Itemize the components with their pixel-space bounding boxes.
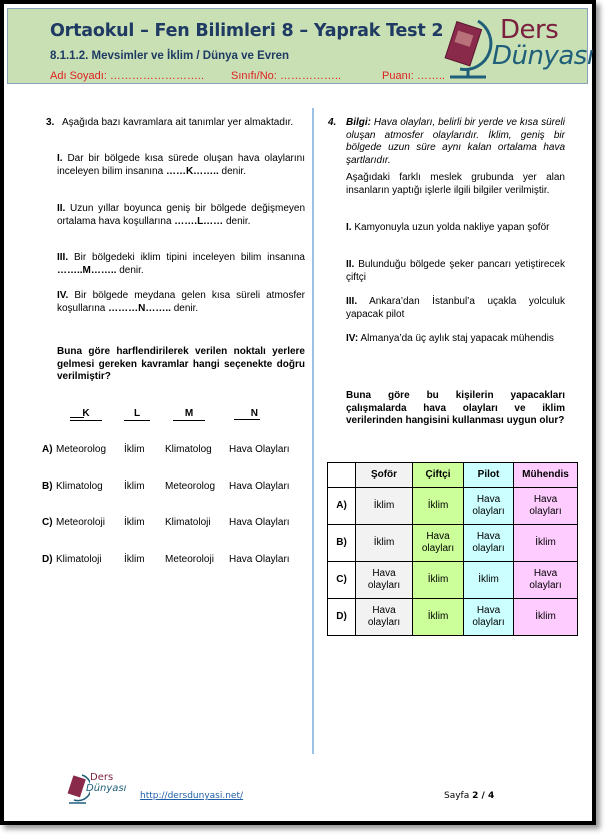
table-cell: İklim <box>413 599 464 636</box>
header-ciftci: Çiftçi <box>413 463 464 488</box>
logo-word-dunyasi: Dünyası <box>492 41 594 71</box>
table-row-b[interactable] <box>328 525 578 562</box>
item-number: IV: <box>346 333 359 344</box>
table-cell: Hava olayları <box>413 525 464 562</box>
option-l: İklim <box>124 444 145 455</box>
table-cell: İklim <box>514 599 578 636</box>
item-text: Bulunduğu bölgede şeker pancarı yetiştirecek çiftçi <box>346 259 565 283</box>
item-text-end: denir. <box>223 215 251 227</box>
ders-dunyasi-logo <box>438 15 594 81</box>
table-cell: İklim <box>356 488 413 525</box>
table-corner <box>328 463 356 488</box>
header-muhendis: Mühendis <box>514 463 578 488</box>
option-k: Klimatoloji <box>56 554 102 565</box>
page-total: 4 <box>487 791 495 801</box>
table-cell: İklim <box>413 562 464 599</box>
item-text-end: denir. <box>116 264 144 276</box>
item-number: I. <box>57 153 63 164</box>
globe-book-icon <box>438 15 498 81</box>
table-cell: Hava olayları <box>356 562 413 599</box>
option-label: D) <box>42 554 53 565</box>
question-number: 4. <box>328 117 337 128</box>
page-prefix: Sayfa <box>444 791 473 801</box>
row-label: D) <box>328 599 356 636</box>
question-prompt: Buna göre harflendirilerek verilen noktalı yerlere gelmesi gereken kavramlar hangi seçenekte doğru verilmiştir? <box>57 346 305 382</box>
logo-word-ders: Ders <box>500 15 559 45</box>
item-number: II. <box>57 203 66 214</box>
page-number <box>444 791 494 801</box>
table-row-c[interactable] <box>328 562 578 599</box>
header-pilot: Pilot <box>464 463 514 488</box>
item-number: I. <box>346 222 352 233</box>
question-intro: Aşağıdaki farklı meslek grubunda yer alan insanların yaptığı işlerle ilgili bilgiler verilmiştir. <box>346 172 565 196</box>
option-n: Hava Olayları <box>229 481 290 492</box>
definition-item <box>57 252 305 277</box>
class-field[interactable]: Sınıfı/No: …………….. <box>231 70 342 82</box>
item-number: IV. <box>57 290 69 301</box>
table-cell: Hava olayları <box>356 599 413 636</box>
info-label: Bilgi: <box>346 117 371 128</box>
table-cell: İklim <box>514 525 578 562</box>
footer-logo-dunyasi: Dünyası <box>86 783 127 794</box>
item-text: Dar bir bölgede kısa sürede oluşan hava olaylarını inceleyen bilim insanına <box>57 153 305 177</box>
footer-logo-ders: Ders <box>90 772 114 783</box>
table-cell: Hava olayları <box>514 562 578 599</box>
page-subtitle: 8.1.1.2. Mevsimler ve İklim / Dünya ve Evren <box>50 50 290 62</box>
item-number: III. <box>346 296 358 307</box>
option-l: İklim <box>124 554 145 565</box>
item-blank: ………N…….. <box>108 302 171 314</box>
table-cell: Hava olayları <box>514 488 578 525</box>
option-n: Hava Olayları <box>229 517 290 528</box>
item-blank: …….L…… <box>174 215 224 227</box>
option-label: C) <box>42 517 53 528</box>
table-row-d[interactable] <box>328 599 578 636</box>
item-text: Almanya’da üç aylık staj yapacak mühendis <box>360 333 554 344</box>
option-m: Klimatoloji <box>165 517 211 528</box>
footer-logo <box>66 772 136 806</box>
option-l: İklim <box>124 517 145 528</box>
table-cell: İklim <box>356 525 413 562</box>
question-prompt: Buna göre bu kişilerin yapacakları çalışmalarda hava olayları ve iklim verilerinden hangisini kullanması uygun olur? <box>346 390 565 426</box>
score-field[interactable]: Puanı: …….. <box>382 70 445 82</box>
question-number: 3. <box>46 117 55 128</box>
item-text: Kamyonuyla uzun yolda nakliye yapan şoför <box>354 222 550 233</box>
column-header-m: M <box>173 408 205 421</box>
profession-item <box>346 333 565 346</box>
row-label: A) <box>328 488 356 525</box>
item-text: Bir bölgedeki iklim tipini inceleyen bilim insanına <box>73 252 305 263</box>
profession-item <box>346 222 565 235</box>
column-divider <box>312 108 314 754</box>
info-box <box>346 117 565 167</box>
table-cell: Hava olayları <box>464 488 514 525</box>
row-label: B) <box>328 525 356 562</box>
table-cell: İklim <box>413 488 464 525</box>
option-label: B) <box>42 481 53 492</box>
item-number: III. <box>57 252 69 263</box>
definition-item <box>57 290 305 315</box>
page-current: 2 <box>472 791 479 801</box>
page-title: Ortaokul – Fen Bilimleri 8 – Yaprak Test 2 <box>50 21 444 41</box>
column-header-k: K <box>70 408 102 421</box>
row-label: C) <box>328 562 356 599</box>
definition-item <box>57 203 305 228</box>
table-cell: İklim <box>464 562 514 599</box>
option-label: A) <box>42 444 53 455</box>
item-blank: ……K…….. <box>165 165 219 177</box>
option-k: Meteorolog <box>56 444 107 455</box>
column-header-n: N <box>234 408 260 420</box>
profession-item <box>346 259 565 284</box>
profession-item <box>346 296 565 321</box>
page-separator: / <box>478 791 488 801</box>
question-intro: Aşağıda bazı kavramlara ait tanımlar yer almaktadır. <box>62 117 294 128</box>
table-row-a[interactable] <box>328 488 578 525</box>
option-m: Klimatolog <box>165 444 212 455</box>
header-sofor: Şoför <box>356 463 413 488</box>
definition-item <box>57 153 305 178</box>
option-k: Klimatolog <box>56 481 103 492</box>
option-n: Hava Olayları <box>229 554 290 565</box>
item-text: Bir bölgede meydana gelen kısa süreli atmosfer koşullarına <box>57 290 306 314</box>
item-number: II. <box>346 259 355 270</box>
table-cell: Hava olayları <box>464 525 514 562</box>
name-field[interactable]: Adı Soyadı: …………………….. <box>50 70 205 82</box>
item-text: Uzun yıllar boyunca geniş bir bölgede değişmeyen ortalama hava koşullarına <box>57 203 306 227</box>
answer-table <box>327 462 578 636</box>
option-l: İklim <box>124 481 145 492</box>
item-blank: ……..M…….. <box>57 264 117 276</box>
option-m: Meteoroloji <box>165 554 214 565</box>
table-cell: Hava olayları <box>464 599 514 636</box>
header-band <box>7 8 594 84</box>
footer-website-link[interactable]: http://dersdunyasi.net/ <box>140 791 244 801</box>
table-header-row <box>328 463 578 488</box>
item-text-end: denir. <box>170 302 199 314</box>
item-text-end: denir. <box>218 165 246 177</box>
item-text: Ankara’dan İstanbul’a uçakla yolculuk yapacak pilot <box>346 296 565 320</box>
column-header-l: L <box>124 408 150 421</box>
info-text: Hava olayları, belirli bir yerde ve kısa süreli oluşan atmosfer olaylarıdır. İklim, geniş bir bölgede uzun süre aynı kalan ortalama hava şartlarıdır. <box>346 117 565 166</box>
option-n: Hava Olayları <box>229 444 290 455</box>
option-k: Meteoroloji <box>56 517 105 528</box>
option-m: Meteorolog <box>165 481 216 492</box>
